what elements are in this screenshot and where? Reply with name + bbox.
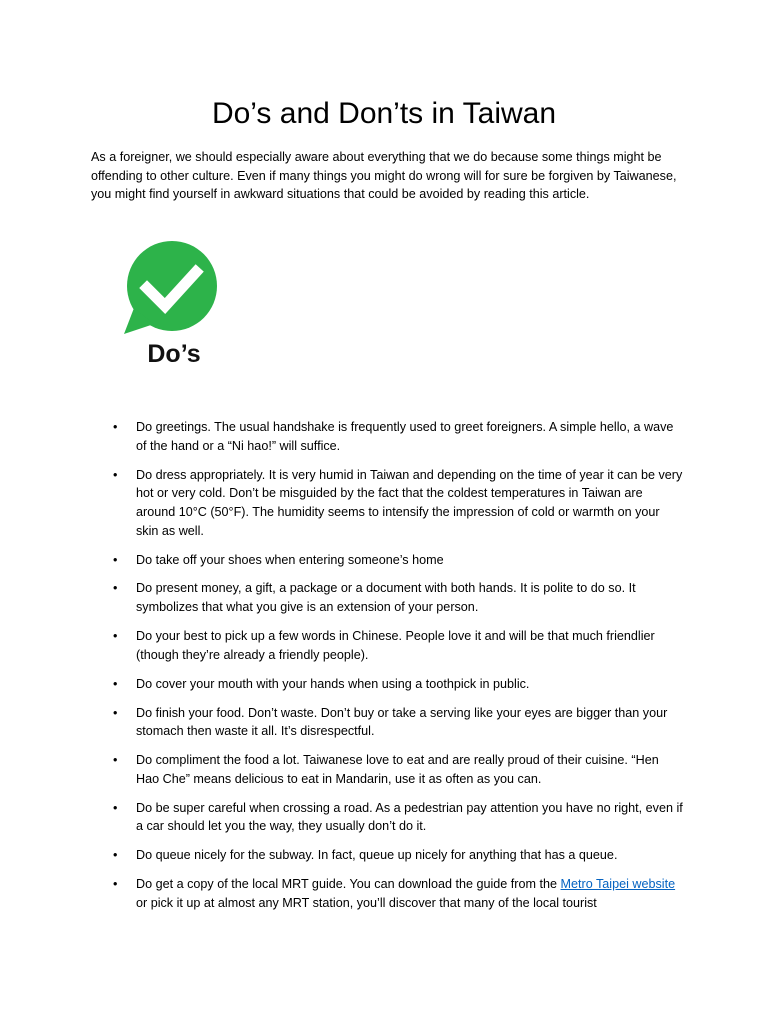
bullet: • — [113, 705, 118, 720]
list-item — [91, 704, 683, 741]
list-item-text: Do greetings. The usual handshake is frequently used to greet foreigners. A simple hello, a wave of the hand or a “Ni hao!” will suffice. — [136, 420, 674, 453]
bullet: • — [113, 848, 118, 863]
list-item — [91, 751, 683, 788]
dos-logo — [90, 212, 242, 402]
page-title: Do’s and Don’ts in Taiwan — [211, 97, 557, 130]
list-item-text: Do cover your mouth with your hands when using a toothpick in public. — [136, 676, 530, 691]
list-item-text-after-link: or pick it up at almost any MRT station, you’ll discover that many of the local tourist — [136, 895, 597, 910]
list-item — [91, 799, 683, 836]
dos-list — [91, 418, 683, 923]
list-item-text: Do finish your food. Don’t waste. Don’t buy or take a serving like your eyes are bigger than your stomach then waste it all. It’s disrespectful. — [136, 705, 668, 739]
bullet: • — [113, 552, 118, 567]
list-item — [91, 627, 683, 664]
list-item-text: Do be super careful when crossing a road. As a pedestrian pay attention you have no right, even if a car should let you the way, they usually don’t do it. — [136, 800, 683, 834]
list-item-text: Do queue nicely for the subway. In fact, queue up nicely for anything that has a queue. — [136, 848, 618, 863]
list-item — [91, 875, 683, 912]
list-item — [91, 466, 683, 541]
bullet: • — [113, 877, 118, 892]
list-item — [91, 675, 683, 694]
list-item-text: Do your best to pick up a few words in Chinese. People love it and will be that much friendlier (though they’re already a friendly people). — [136, 629, 655, 662]
list-item-text-before-link: Do get a copy of the local MRT guide. You can download the guide from the — [136, 877, 561, 892]
list-item-text: Do take off your shoes when entering someone’s home — [136, 552, 444, 567]
list-item-text: Do compliment the food a lot. Taiwanese love to eat and are really proud of their cuisine. “Hen Hao Che” means delicious to eat in Mandarin, use it as often as you can. — [136, 753, 659, 786]
bullet: • — [113, 420, 118, 434]
bullet: • — [113, 753, 118, 768]
list-item-text: Do present money, a gift, a package or a document with both hands. It is polite to do so. It symbolizes that what you give is an extension of your person. — [136, 581, 636, 615]
list-item — [91, 418, 683, 455]
list-item-text: Do dress appropriately. It is very humid in Taiwan and depending on the time of year it can be very hot or very cold. Don’t be misguided by the fact that the coldest temperatures in Taiwan are around 10°C (50°F). The humidity seems to intensify the impression of cold or warmth on your skin as well. — [136, 467, 683, 538]
list-item — [91, 579, 683, 616]
bullet: • — [113, 800, 118, 815]
bullet: • — [113, 676, 118, 691]
dos-logo-label: Do’s — [147, 340, 201, 368]
checkmark-speech-bubble-icon — [90, 212, 242, 402]
bullet: • — [113, 467, 118, 482]
list-item — [91, 846, 683, 865]
bullet: • — [113, 581, 118, 596]
list-item — [91, 551, 683, 570]
intro-paragraph: As a foreigner, we should especially aware about everything that we do because some things might be offending to other culture. Even if many things you might do wrong will for sure be forgiven by Taiwanese, you might find yourself in awkward situations that could be avoided by reading this article. — [91, 150, 677, 202]
bullet: • — [113, 629, 118, 644]
metro-taipei-website-link[interactable]: Metro Taipei website — [560, 877, 676, 892]
